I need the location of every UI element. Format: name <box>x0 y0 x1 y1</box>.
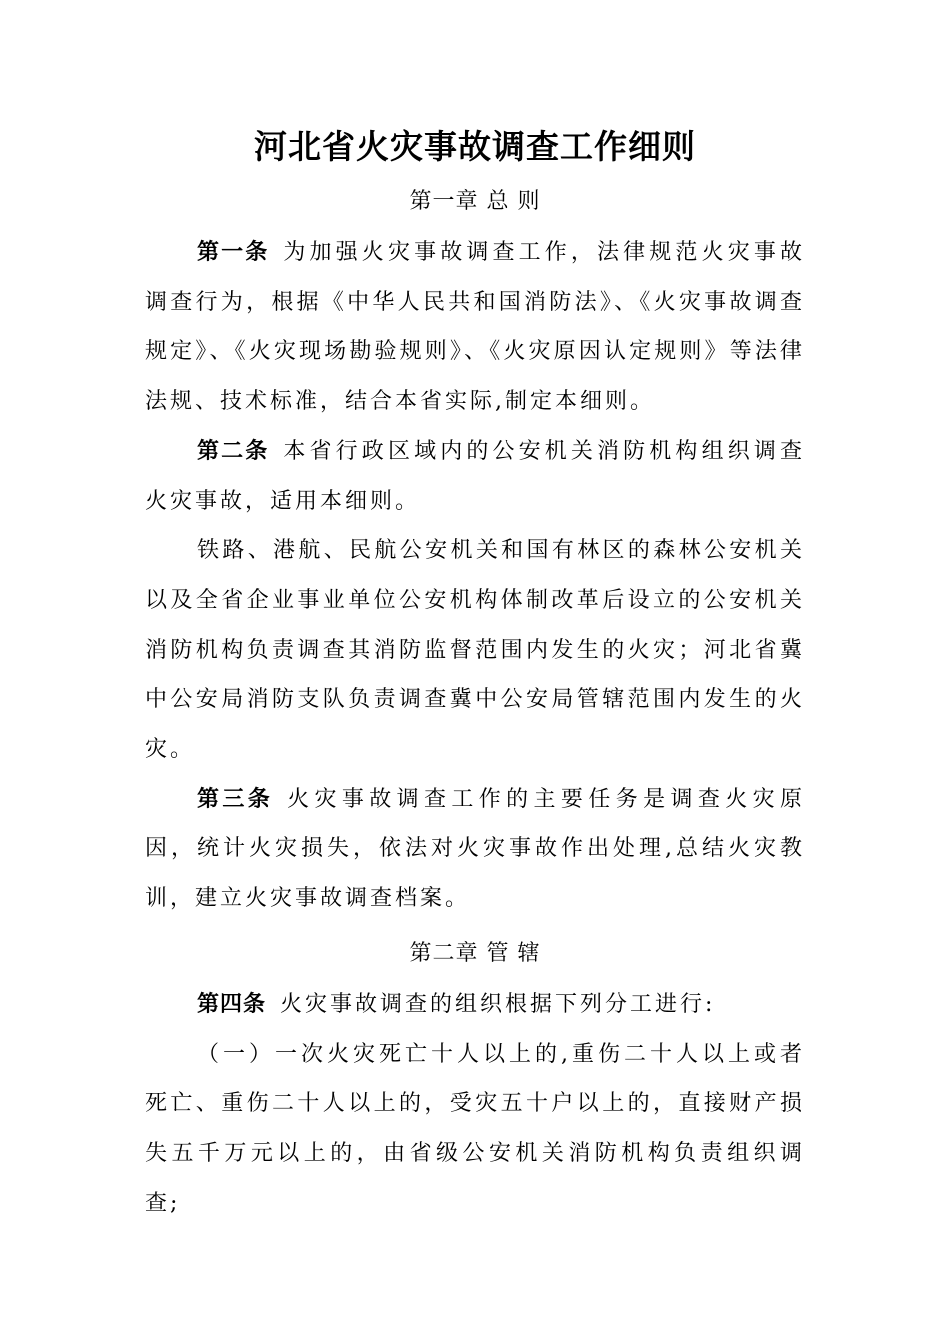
article-2 <box>145 427 805 526</box>
document-title: 河北省火灾事故调查工作细则 <box>254 127 696 166</box>
article-text: 本省行政区域内的公安机关消防机构组织调查火灾事故，适用本细则。 <box>145 438 805 514</box>
chapter-heading-2: 第二章 管 辖 <box>409 940 541 966</box>
article-text: 火灾事故调查工作的主要任务是调查火灾原因，统计火灾损失，依法对火灾事故作出处理,总结火灾教训，建立火灾事故调查档案。 <box>145 786 805 912</box>
article-label: 第二条 <box>197 438 270 464</box>
article-text: 为加强火灾事故调查工作，法律规范火灾事故调查行为，根据《中华人民共和国消防法》、《火灾事故调查规定》、《火灾现场勘验规则》、《火灾原因认定规则》等法律法规、技术标准，结合本省实际,制定本细则。 <box>145 240 805 415</box>
article-4-item-1: （一）一次火灾死亡十人以上的,重伤二十人以上或者死亡、重伤二十人以上的，受灾五十户以上的，直接财产损失五千万元以上的，由省级公安机关消防机构负责组织调查; <box>145 1041 805 1216</box>
article-4 <box>145 980 805 1030</box>
article-label: 第四条 <box>197 991 267 1017</box>
article-text: 火灾事故调查的组织根据下列分工进行: <box>280 991 716 1017</box>
document-page <box>145 118 805 1228</box>
chapter-heading-1: 第一章 总 则 <box>409 189 541 214</box>
article-label: 第三条 <box>197 786 274 812</box>
article-1 <box>145 228 805 427</box>
article-2-continuation: 铁路、港航、民航公安机关和国有林区的森林公安机关以及全省企业事业单位公安机构体制改革后设立的公安机关消防机构负责调查其消防监督范围内发生的火灾；河北省冀中公安局消防支队负责调查冀中公安局管辖范围内发生的火灾。 <box>145 538 805 763</box>
article-label: 第一条 <box>197 240 270 265</box>
article-3 <box>145 775 805 924</box>
